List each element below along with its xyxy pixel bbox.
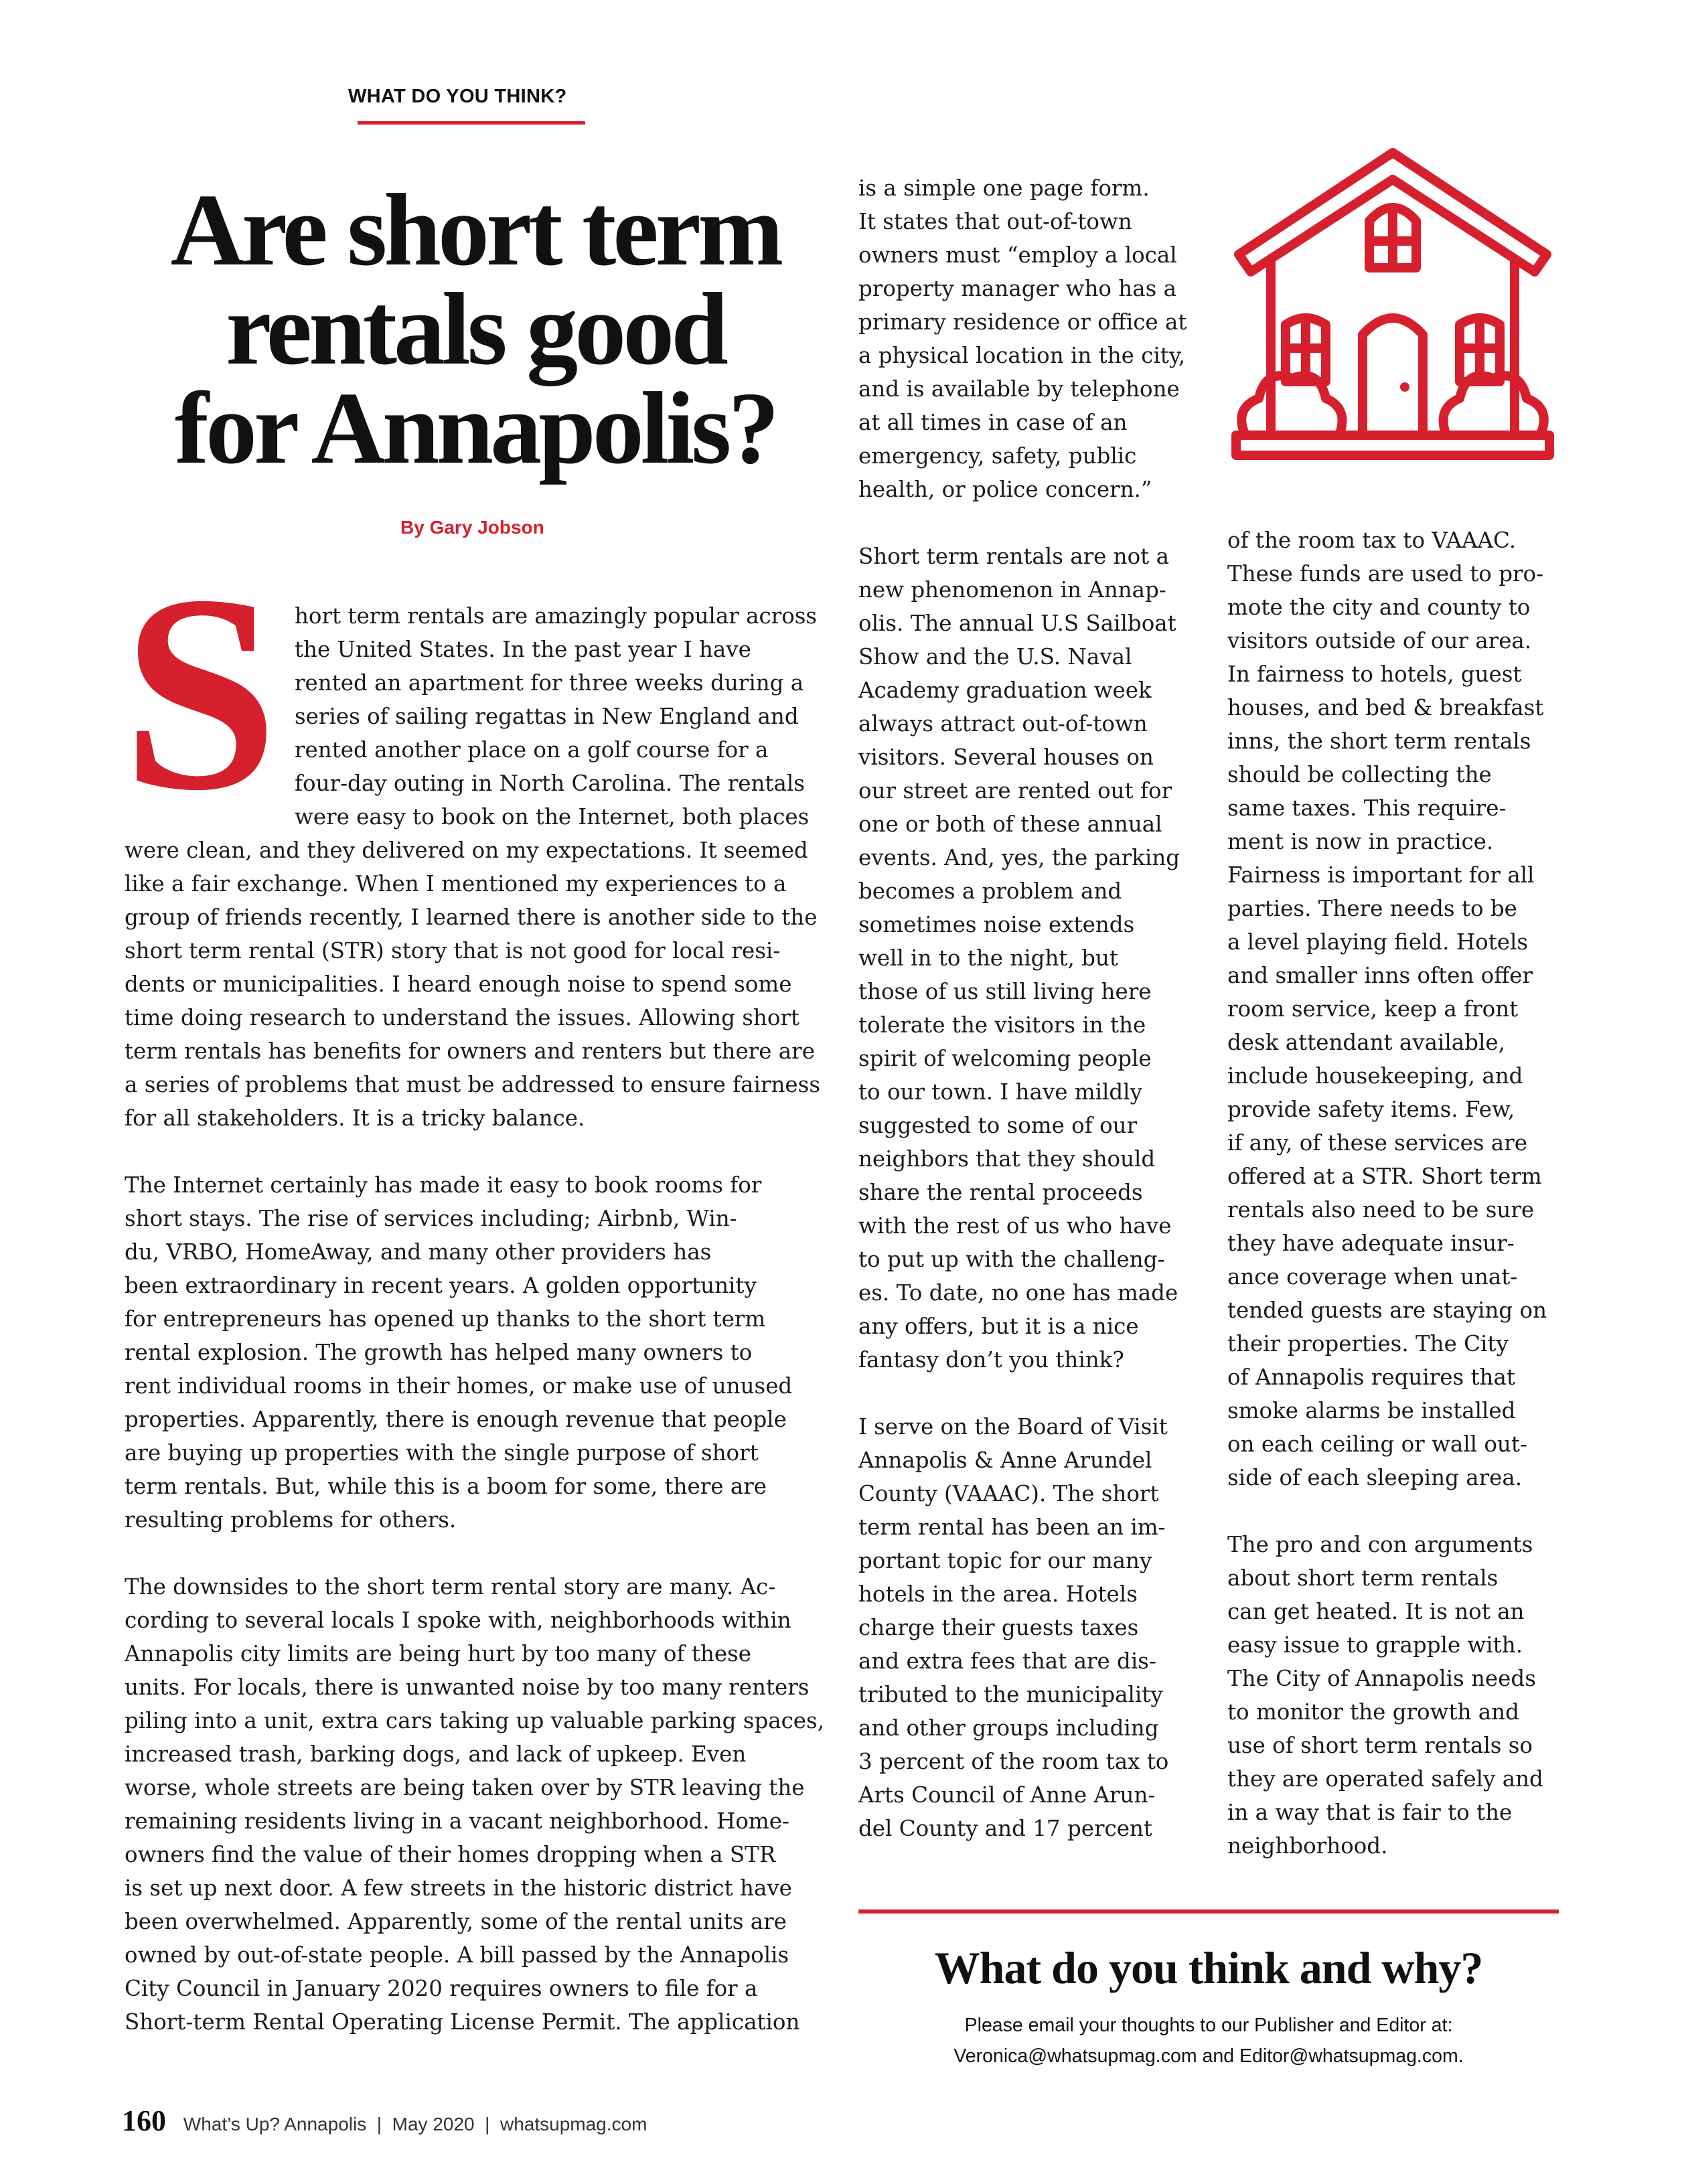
text-line: cording to several locals I spoke with, neighborhoods within <box>125 1608 791 1633</box>
text-line: es. To date, no one has made <box>858 1280 1178 1306</box>
publication-name: What’s Up? Annapolis <box>183 2114 367 2134</box>
text-line: hotels in the area. Hotels <box>858 1581 1138 1607</box>
article-title <box>114 173 837 485</box>
text-line: The Internet certainly has made it easy to book rooms for <box>125 1172 762 1198</box>
text-line: in a way that is fair to the <box>1227 1800 1513 1825</box>
footer-separator: | <box>372 2114 387 2134</box>
text-line: and extra fees that are dis- <box>858 1648 1156 1674</box>
text-line: County (VAAAC). The short <box>858 1481 1159 1506</box>
text-line: owned by out-of-state people. A bill passed by the Annapolis <box>125 1942 789 1968</box>
text-line: inns, the short term rentals <box>1227 728 1531 754</box>
text-line: Annapolis city limits are being hurt by too many of these <box>125 1641 751 1666</box>
text-line: group of friends recently, I learned there is another side to the <box>125 905 818 930</box>
cta-emails[interactable]: Veronica@whatsupmag.com and Editor@whatsupmag.com. <box>953 2045 1464 2067</box>
text-line: remaining residents living in a vacant neighborhood. Home- <box>125 1808 789 1834</box>
text-line: on each ceiling or wall out- <box>1227 1431 1527 1457</box>
text-line: provide safety items. Few, <box>1227 1097 1515 1122</box>
text-line: charge their guests taxes <box>858 1615 1139 1640</box>
drop-cap: S <box>122 537 279 848</box>
section-kicker: WHAT DO YOU THINK? <box>348 86 567 107</box>
text-line: worse, whole streets are being taken over by STR leaving the <box>125 1775 805 1800</box>
text-line: primary residence or office at <box>858 309 1187 335</box>
text-line: del County and 17 percent <box>858 1816 1152 1841</box>
house-icon <box>1219 141 1567 475</box>
text-line: for entrepreneurs has opened up thanks to the short term <box>125 1306 766 1332</box>
text-line: short stays. The rise of services including; Airbnb, Win- <box>125 1206 737 1231</box>
text-line: with the rest of us who have <box>858 1213 1172 1239</box>
text-line: four-day outing in North Carolina. The rentals <box>295 771 805 796</box>
paragraph-break <box>125 1537 824 1570</box>
text-line: smoke alarms be installed <box>1227 1398 1516 1423</box>
text-line: visitors outside of our area. <box>1227 628 1532 653</box>
text-line: if any, of these services are <box>1227 1130 1527 1156</box>
text-line: of the room tax to VAAAC. <box>1227 528 1517 553</box>
text-line: are buying up properties with the single purpose of short <box>125 1440 759 1466</box>
kicker-underline <box>358 121 585 125</box>
paragraph-break <box>858 1377 1187 1410</box>
text-line: These funds are used to pro- <box>1227 561 1544 587</box>
text-line: is a simple one page form. <box>858 175 1150 201</box>
text-line: neighborhood. <box>1227 1833 1388 1859</box>
text-line: ment is now in practice. <box>1227 829 1494 854</box>
text-line: The City of Annapolis needs <box>1227 1666 1536 1691</box>
text-line: rented another place on a golf course for a <box>295 737 769 763</box>
text-line: It states that out-of-town <box>858 209 1132 234</box>
text-line: ance coverage when unat- <box>1227 1264 1518 1290</box>
text-line: I serve on the Board of Visit <box>858 1414 1168 1439</box>
text-line: Short term rentals are not a <box>858 544 1169 569</box>
text-line: hort term rentals are amazingly popular across <box>295 603 818 629</box>
text-line: properties. Apparently, there is enough revenue that people <box>125 1407 787 1432</box>
text-line: Short-term Rental Operating License Permit. The application <box>125 2009 800 2035</box>
text-line: The pro and con arguments <box>1227 1532 1533 1557</box>
page-number: 160 <box>122 2104 166 2137</box>
text-line: a level playing field. Hotels <box>1227 929 1529 955</box>
text-line: like a fair exchange. When I mentioned my experiences to a <box>125 871 787 896</box>
text-line: units. For locals, there is unwanted noise by too many renters <box>125 1674 810 1700</box>
text-line: houses, and bed & breakfast <box>1227 695 1544 720</box>
text-line: can get heated. It is not an <box>1227 1599 1525 1624</box>
text-line: City Council in January 2020 requires owners to file for a <box>125 1976 758 2001</box>
text-line: offered at a STR. Short term <box>1227 1164 1542 1189</box>
text-line: piling into a unit, extra cars taking up valuable parking spaces, <box>125 1708 825 1733</box>
text-line: well in to the night, but <box>858 945 1118 971</box>
footer-separator: | <box>479 2114 495 2134</box>
text-line: increased trash, barking dogs, and lack of upkeep. Even <box>125 1741 747 1767</box>
cta-divider <box>858 1909 1559 1914</box>
text-line: sometimes noise extends <box>858 912 1135 937</box>
text-line: to our town. I have mildly <box>858 1079 1142 1105</box>
text-line: portant topic for our many <box>858 1548 1152 1573</box>
text-line: use of short term rentals so <box>1227 1733 1533 1758</box>
text-line: any offers, but it is a nice <box>858 1314 1139 1339</box>
text-line: include housekeeping, and <box>1227 1063 1523 1089</box>
text-line: series of sailing regattas in New England and <box>295 704 799 729</box>
text-line: easy issue to grapple with. <box>1227 1632 1523 1658</box>
title-line: for Annapolis? <box>174 372 777 485</box>
text-line: rental explosion. The growth has helped many owners to <box>125 1340 753 1365</box>
text-line: time doing research to understand the issues. Allowing short <box>125 1005 799 1030</box>
text-line: dents or municipalities. I heard enough noise to spend some <box>125 971 792 997</box>
text-line: one or both of these annual <box>858 811 1162 837</box>
issue-date: May 2020 <box>392 2114 475 2134</box>
text-line: visitors. Several houses on <box>858 745 1154 770</box>
text-line: neighbors that they should <box>858 1146 1156 1172</box>
text-line: Arts Council of Anne Arun- <box>858 1782 1156 1808</box>
text-line: were clean, and they delivered on my expectations. It seemed <box>125 838 808 863</box>
text-line: new phenomenon in Annap- <box>858 577 1166 603</box>
text-line: about short term rentals <box>1227 1565 1499 1591</box>
column-3 <box>1227 524 1547 1863</box>
text-line: been overwhelmed. Apparently, some of the rental units are <box>125 1909 787 1934</box>
cta-heading: What do you think and why? <box>934 1942 1483 1993</box>
text-line: owners find the value of their homes dropping when a STR <box>125 1842 776 1867</box>
text-line: those of us still living here <box>858 979 1152 1004</box>
text-line: suggested to some of our <box>858 1113 1138 1138</box>
text-line: term rental has been an im- <box>858 1514 1166 1540</box>
text-line: share the rental proceeds <box>858 1180 1143 1205</box>
byline: By Gary Jobson <box>400 517 544 538</box>
text-line: a physical location in the city, <box>858 343 1186 368</box>
paragraph-break <box>125 1135 824 1168</box>
text-line: should be collecting the <box>1227 762 1492 787</box>
text-line: fantasy don’t you think? <box>858 1347 1124 1373</box>
text-line: rent individual rooms in their homes, or make use of unused <box>125 1373 793 1399</box>
column-1-wrapped <box>295 599 817 834</box>
text-line: resulting problems for others. <box>125 1507 457 1533</box>
text-line: tributed to the municipality <box>858 1682 1163 1707</box>
website-link[interactable]: whatsupmag.com <box>500 2114 647 2134</box>
text-line: of Annapolis requires that <box>1227 1364 1515 1390</box>
text-line: emergency, safety, public <box>858 443 1137 469</box>
text-line: their properties. The City <box>1227 1331 1509 1356</box>
text-line: rentals also need to be sure <box>1227 1197 1535 1223</box>
text-line: In fairness to hotels, guest <box>1227 661 1522 687</box>
text-line: and is available by telephone <box>858 376 1180 402</box>
cta-line: Please email your thoughts to our Publisher and Editor at: <box>964 2015 1453 2036</box>
text-line: and smaller inns often offer <box>1227 963 1533 988</box>
title-line: Are short term <box>170 173 781 287</box>
text-line: desk attendant available, <box>1227 1030 1505 1055</box>
text-line: du, VRBO, HomeAway, and many other providers has <box>125 1239 712 1265</box>
text-line: term rentals. But, while this is a boom for some, there are <box>125 1474 767 1499</box>
text-line: and other groups including <box>858 1715 1159 1741</box>
text-line: 3 percent of the room tax to <box>858 1749 1169 1774</box>
paragraph-break <box>1227 1494 1547 1528</box>
text-line: term rentals has benefits for owners and renters but there are <box>125 1038 815 1064</box>
text-line: Show and the U.S. Naval <box>858 644 1132 670</box>
text-line: at all times in case of an <box>858 410 1128 435</box>
text-line: tended guests are staying on <box>1227 1298 1547 1323</box>
text-line: room service, keep a front <box>1227 996 1519 1022</box>
text-line: mote the city and county to <box>1227 595 1531 620</box>
cta-text <box>858 2010 1559 2072</box>
text-line: for all stakeholders. It is a tricky balance. <box>125 1105 585 1131</box>
text-line: were easy to book on the Internet, both places <box>295 804 810 830</box>
page-footer <box>122 2104 647 2138</box>
title-line: rentals good <box>226 272 725 386</box>
text-line: events. And, yes, the parking <box>858 845 1180 870</box>
text-line: property manager who has a <box>858 276 1176 301</box>
text-line: short term rental (STR) story that is not good for local resi- <box>125 938 781 963</box>
paragraph-break <box>858 506 1187 540</box>
text-line: side of each sleeping area. <box>1227 1465 1523 1490</box>
text-line: The downsides to the short term rental story are many. Ac- <box>125 1574 776 1600</box>
text-line: they have adequate insur- <box>1227 1231 1515 1256</box>
text-line: Fairness is important for all <box>1227 862 1535 888</box>
column-2 <box>858 171 1187 1845</box>
text-line: to put up with the challeng- <box>858 1247 1165 1272</box>
text-line: Annapolis & Anne Arundel <box>858 1448 1152 1473</box>
text-line: spirit of welcoming people <box>858 1046 1152 1071</box>
text-line: is set up next door. A few streets in the historic district have <box>125 1875 792 1901</box>
text-line: tolerate the visitors in the <box>858 1012 1146 1038</box>
text-line: olis. The annual U.S Sailboat <box>858 611 1176 636</box>
text-line: always attract out-of-town <box>858 711 1148 736</box>
text-line: Academy graduation week <box>858 678 1152 703</box>
text-line: rented an apartment for three weeks during a <box>295 670 804 696</box>
text-line: health, or police concern.” <box>858 477 1152 502</box>
text-line: becomes a problem and <box>858 878 1122 904</box>
text-line: been extraordinary in recent years. A golden opportunity <box>125 1273 757 1298</box>
text-line: owners must “employ a local <box>858 242 1177 268</box>
column-1 <box>125 834 824 2039</box>
text-line: a series of problems that must be addressed to ensure fairness <box>125 1072 821 1097</box>
text-line: same taxes. This require- <box>1227 795 1507 821</box>
text-line: the United States. In the past year I have <box>295 637 751 662</box>
text-line: they are operated safely and <box>1227 1766 1543 1792</box>
text-line: to monitor the growth and <box>1227 1699 1519 1725</box>
text-line: our street are rented out for <box>858 778 1172 803</box>
text-line: parties. There needs to be <box>1227 896 1517 921</box>
